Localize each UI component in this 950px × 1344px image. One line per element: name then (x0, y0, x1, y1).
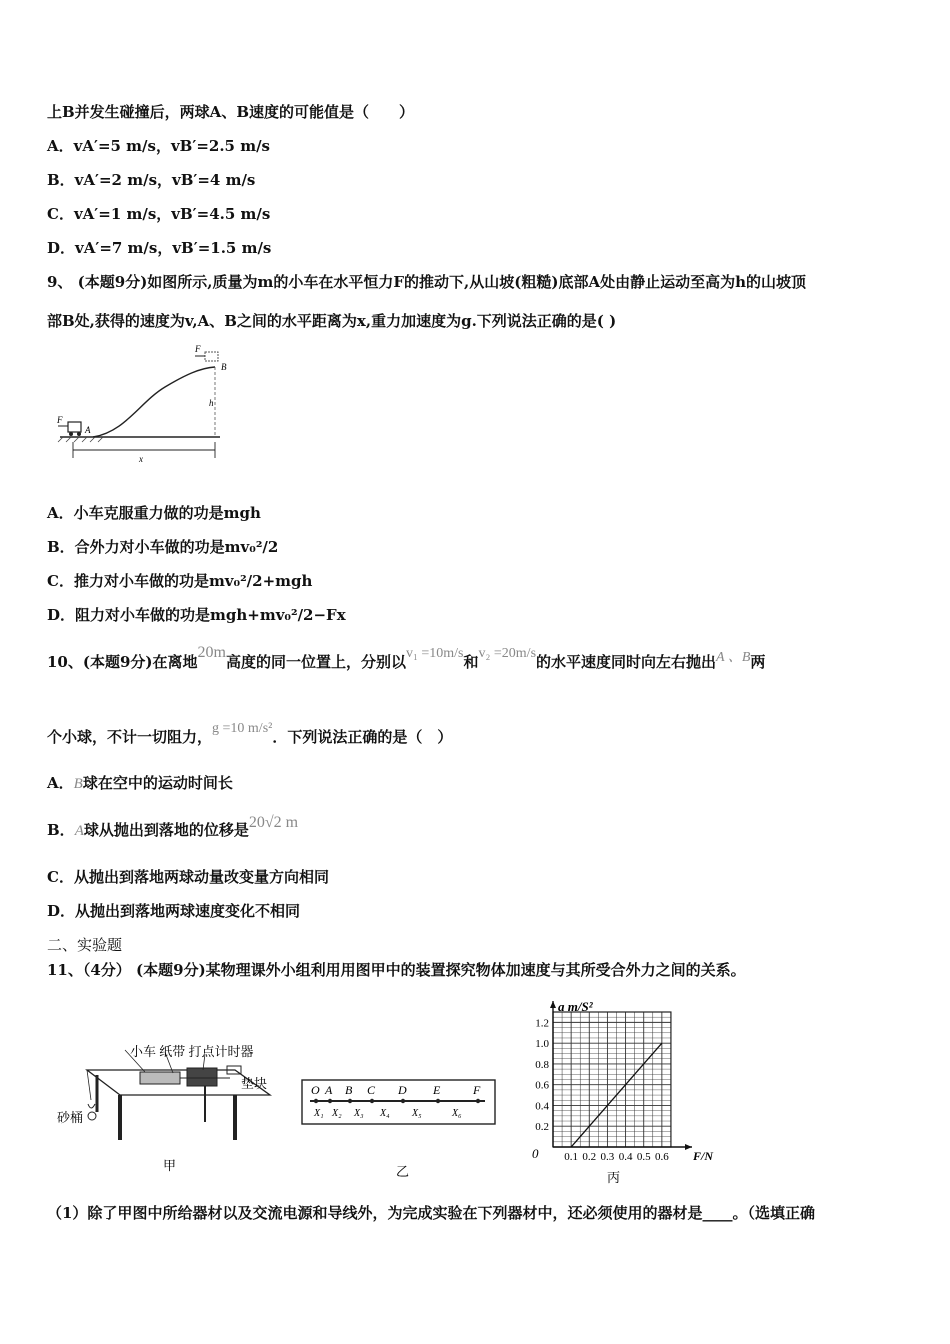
chart-y-tick-label: 1.2 (535, 1017, 549, 1030)
q10-ab: A 、B (716, 650, 751, 665)
tape-seg-1: X₁ (314, 1108, 324, 1119)
chart-x-axis-label: F/N (693, 1149, 714, 1163)
q10-option-a (47, 773, 233, 794)
tape-point-o: O (311, 1083, 320, 1097)
chart-y-arrow (550, 1001, 556, 1008)
q10-text-1: 10、(本题9分)在离地 (47, 653, 198, 671)
chart-y-tick-label: 1.0 (535, 1038, 549, 1051)
label-jia-pad: 垫块 (241, 1076, 268, 1091)
q10-option-b (47, 814, 299, 841)
q10-g: g =10 m/s² (212, 721, 273, 736)
q10-option-d: D．从抛出到落地两球速度变化不相同 (47, 902, 301, 920)
q9-option-a: A．小车克服重力做的功是mgh (47, 504, 261, 522)
tape-point-b: B (345, 1083, 353, 1097)
q10-text-2: 高度的同一位置上，分别以 (225, 653, 406, 671)
chart-y-tick-label: 0.8 (535, 1058, 549, 1071)
q10-text-5: 两 (750, 653, 766, 671)
label-jia-top: 小车 纸带 打点计时器 (130, 1044, 254, 1059)
tape-seg-5: X₅ (412, 1108, 422, 1119)
chart-y-tick-label: 0.2 (535, 1121, 549, 1134)
q10-opt-a-letter: A． (47, 774, 74, 792)
chart-x-tick-label: 0.5 (636, 1151, 651, 1163)
chart-y-tick-label: 0.6 (535, 1079, 549, 1092)
section-heading: 二、实验题 (47, 936, 123, 954)
chart-x-tick-label: 0.3 (600, 1151, 615, 1163)
q11-stem: 11、（4分） (本题9分)某物理课外小组利用用图甲中的装置探究物体加速度与其所受合外力之间的关系。 (47, 961, 746, 979)
tape-point-d: D (398, 1083, 407, 1097)
tape-point-c: C (367, 1083, 376, 1097)
q9-option-d: D．阻力对小车做的功是mgh+mv₀²/2−Fx (47, 606, 346, 624)
q11-sub1: （1）除了甲图中所给器材以及交流电源和导线外，为完成实验在下列器材中，还必须使用的器材是____。（选填正确 (47, 1204, 815, 1222)
label-a: A (85, 425, 91, 435)
q10-height: 20m (197, 644, 226, 661)
q10-opt-b-value: 20√2 m (248, 814, 299, 831)
q8-option-a: A．vA′=5 m/s，vB′=2.5 m/s (47, 137, 271, 155)
chart-y-axis-label: a m/S² (558, 999, 593, 1014)
q8-option-d: D．vA′=7 m/s，vB′=1.5 m/s (47, 239, 272, 257)
tape-figure (300, 1078, 500, 1188)
acceleration-force-chart (515, 997, 745, 1189)
q9-stem-line1: 9、 (本题9分)如图所示,质量为m的小车在水平恒力F的推动下,从山坡(粗糙)底部A处由静止运动至高为h的山坡顶 (47, 273, 806, 291)
tape-seg-3: X₃ (354, 1108, 364, 1119)
q10-text-7: ．下列说法正确的是（ ） (272, 728, 453, 746)
q8-stem-tail: 上B并发生碰撞后，两球A、B速度的可能值是（ ） (47, 103, 414, 121)
q9-option-c: C．推力对小车做的功是mv₀²/2+mgh (47, 572, 313, 590)
tape-point-e: E (433, 1083, 441, 1097)
label-jia-bucket: 砂桶 (57, 1110, 84, 1125)
slope-figure (55, 342, 230, 467)
q10-v2: v₂ =20m/s (478, 646, 537, 661)
caption-yi: 乙 (396, 1164, 410, 1179)
q10-text-4: 的水平速度同时向左右抛出 (536, 653, 717, 671)
caption-bing: 丙 (607, 1170, 621, 1185)
label-f2: F (195, 344, 201, 354)
label-f1: F (57, 415, 63, 425)
q9-option-b: B．合外力对小车做的功是mv₀²/2 (47, 538, 279, 556)
q10-text-3: 和 (463, 653, 479, 671)
label-b: B (221, 362, 227, 372)
apparatus-figure (55, 1040, 285, 1175)
chart-x-tick-label: 0.4 (618, 1151, 633, 1163)
q10-option-c: C．从抛出到落地两球动量改变量方向相同 (47, 868, 329, 886)
chart-origin-label: 0 (532, 1146, 539, 1161)
tape-point-f: F (473, 1083, 481, 1097)
chart-x-tick-label: 0.2 (582, 1151, 597, 1163)
q10-text-6: 个小球，不计一切阻力， (47, 728, 213, 746)
chart-x-tick-label: 0.6 (654, 1151, 669, 1163)
tape-seg-6: X₆ (452, 1108, 462, 1119)
tape-seg-2: X₂ (332, 1108, 342, 1119)
q10-stem-line1 (47, 644, 766, 674)
label-x: x (139, 454, 143, 464)
tape-point-a: A (325, 1083, 333, 1097)
chart-x-arrow (685, 1144, 692, 1150)
q10-stem-line2 (47, 721, 453, 749)
tape-seg-4: X₄ (380, 1108, 390, 1119)
chart-y-tick-label: 0.4 (535, 1100, 549, 1113)
chart-x-tick-label: 0.1 (564, 1151, 579, 1163)
q8-option-c: C．vA′=1 m/s，vB′=4.5 m/s (47, 205, 271, 223)
q10-v1: v₁ =10m/s (405, 646, 464, 661)
label-h: h (209, 398, 214, 408)
q10-opt-b-letter: B． (47, 821, 75, 839)
chart-grid (553, 1012, 671, 1147)
q10-opt-b-text: 球从抛出到落地的位移是 (83, 821, 249, 839)
q9-stem-line2: 部B处,获得的速度为v,A、B之间的水平距离为x,重力加速度为g.下列说法正确的是( ) (47, 312, 617, 330)
q10-opt-a-text: 球在空中的运动时间长 (82, 774, 233, 792)
q10-opt-b-sym: A (74, 823, 84, 839)
q8-option-b: B．vA′=2 m/s，vB′=4 m/s (47, 171, 256, 189)
q10-opt-a-sym: B (73, 776, 83, 792)
caption-jia: 甲 (163, 1158, 177, 1173)
